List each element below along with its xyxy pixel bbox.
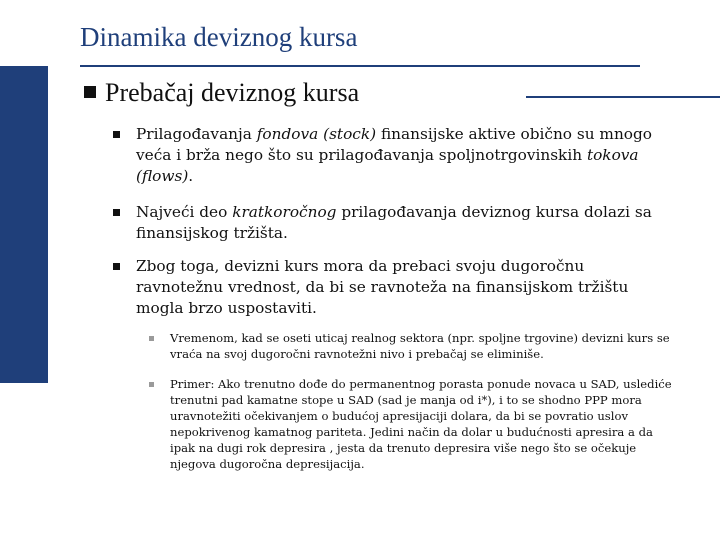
bullet-emphasis: tokova (flows)	[136, 146, 639, 185]
square-bullet-icon	[84, 86, 96, 98]
sub-bullet-text: Primer: Ako trenutno dođe do permanentnog porasta ponude novaca u SAD, uslediće trenutni pad kamatne stope u SAD (sad je manja od i*), i to se shodno PPP mora uravnotežiti očekivanjem o budućoj apresijaciji dolara, da bi se povratio uslov nepokrivenog kamatnog pariteta. Jedini način da dolar u budućnosti apresira a da ipak na dugi rok depresira , jesta da trenuto depresira više nego što se očekuje njegova dugoročna depresijacija.	[170, 377, 672, 471]
bullet-item	[136, 256, 660, 319]
bullet-text: .	[188, 167, 194, 185]
bullet-emphasis: fondova (stock)	[256, 125, 377, 143]
bullet-emphasis: kratkoročnog	[232, 203, 337, 221]
sub-bullet-text: Vremenom, kad se oseti uticaj realnog sektora (npr. spoljne trgovine) devizni kurs se vraća na svoj dugoročni ravnotežni nivo i prebačaj se eliminiše.	[170, 331, 670, 361]
bullet-text: Prilagođavanja	[136, 125, 257, 143]
bullet-text: prilagođavanja deviznog kursa dolazi sa finansijskog tržišta.	[136, 203, 652, 242]
small-square-bullet-icon	[149, 382, 154, 387]
square-bullet-icon	[113, 263, 120, 270]
side-accent-bar	[0, 66, 48, 383]
square-bullet-icon	[113, 131, 120, 138]
sub-bullet-item	[170, 330, 680, 362]
bullet-item	[136, 202, 660, 244]
sub-bullet-item	[170, 376, 680, 472]
bullet-text: Zbog toga, devizni kurs mora da prebaci svoju dugoročnu ravnotežnu vrednost, da bi se ravnoteža na finansijskom tržištu mogla brzo uspostaviti.	[136, 257, 629, 317]
title-divider	[80, 65, 640, 67]
main-heading	[84, 78, 359, 108]
small-square-bullet-icon	[149, 336, 154, 341]
bullet-text: finansijske aktive obično su mnogo veća i brža nego što su prilagođavanja spoljnotrgovinskih	[136, 125, 653, 164]
bullet-item	[136, 124, 660, 187]
heading-divider	[526, 96, 720, 98]
square-bullet-icon	[113, 209, 120, 216]
slide-title: Dinamika deviznog kursa	[80, 22, 358, 52]
main-heading-text: Prebačaj deviznog kursa	[105, 78, 360, 107]
bullet-text: Najveći deo	[136, 203, 233, 221]
